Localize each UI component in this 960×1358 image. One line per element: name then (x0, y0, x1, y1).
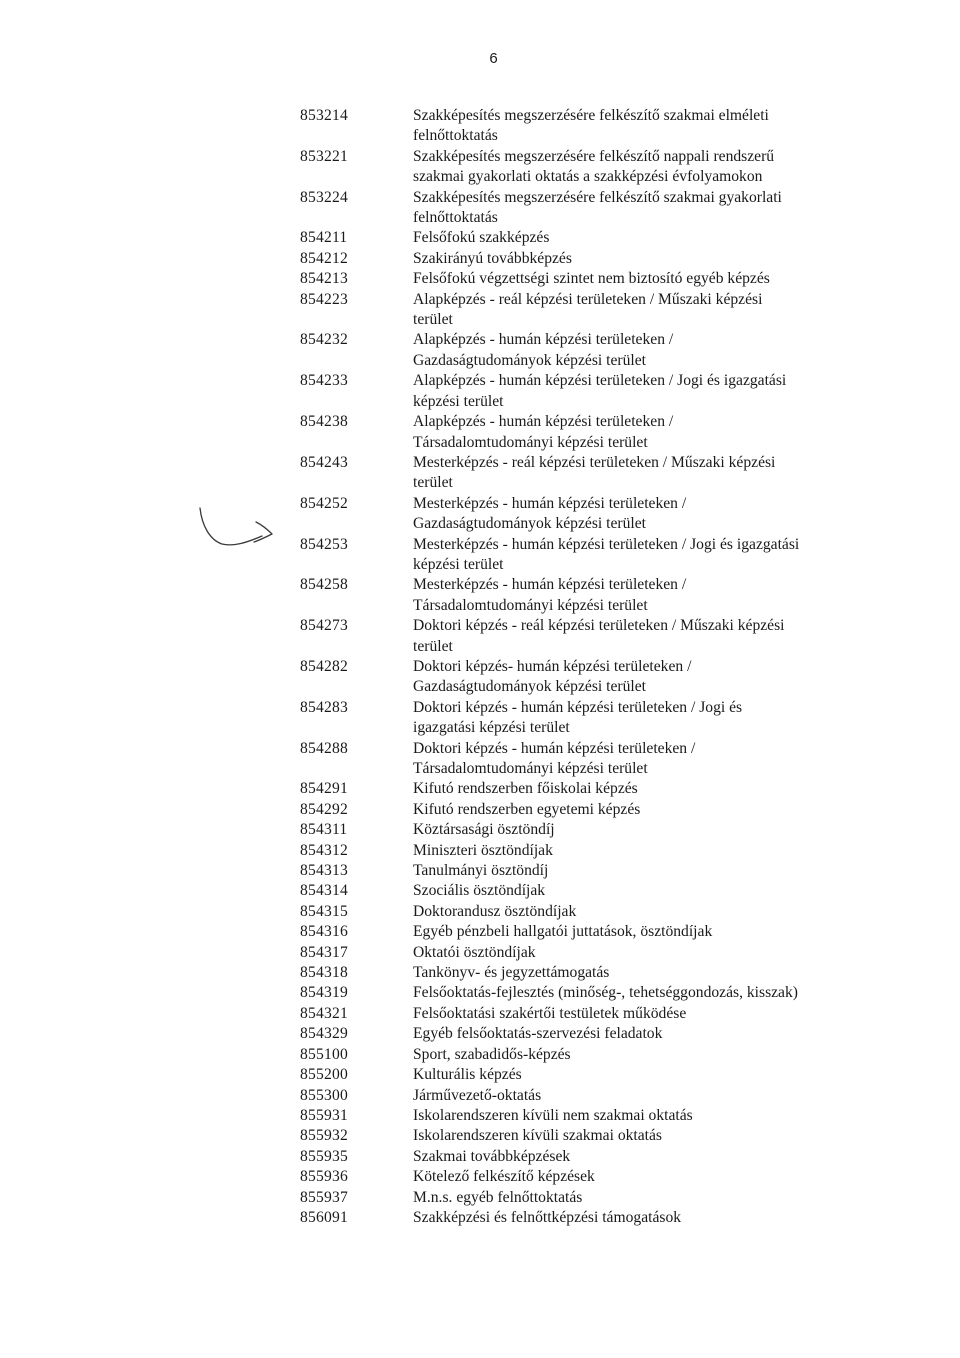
activity-code: 854253 (300, 535, 348, 553)
list-item (300, 902, 860, 922)
list-item (300, 1086, 860, 1106)
activity-description: Felsőoktatási szakértői testületek működése (413, 1004, 687, 1022)
list-item (300, 1208, 860, 1228)
activity-code: 854319 (300, 984, 348, 1002)
list-item (300, 1045, 860, 1065)
activity-description: Kifutó rendszerben főiskolai képzés (413, 780, 638, 798)
list-item (300, 1024, 860, 1044)
activity-description: Tanulmányi ösztöndíj (413, 862, 549, 880)
list-item (300, 535, 860, 576)
activity-code-list (300, 106, 860, 1228)
list-item (300, 371, 860, 412)
activity-description: Iskolarendszeren kívüli szakmai oktatás (413, 1127, 662, 1145)
list-item (300, 841, 860, 861)
list-item (300, 412, 860, 453)
activity-description: Kulturális képzés (413, 1066, 522, 1084)
activity-code: 854223 (300, 290, 348, 308)
list-item (300, 1167, 860, 1187)
activity-description: Szakképzési és felnőttképzési támogatások (413, 1208, 682, 1226)
activity-code: 854238 (300, 413, 348, 431)
activity-code: 855300 (300, 1086, 348, 1104)
activity-code: 854252 (300, 494, 348, 512)
activity-description: Szociális ösztöndíjak (413, 882, 546, 900)
activity-description: Szakképesítés megszerzésére felkészítő szakmai gyakorlati felnőttoktatás (413, 188, 782, 227)
activity-description: Alapképzés - reál képzési területeken / Műszaki képzési terület (413, 290, 763, 329)
activity-code: 854292 (300, 800, 348, 818)
page-number: 6 (489, 50, 498, 67)
list-item (300, 922, 860, 942)
activity-description: Alapképzés - humán képzési területeken / Társadalomtudományi képzési terület (413, 413, 674, 451)
activity-code: 854316 (300, 923, 348, 941)
list-item (300, 1065, 860, 1085)
list-item (300, 494, 860, 535)
activity-description: Felsőoktatás-fejlesztés (minőség-, tehetséggondozás, kisszak) (413, 984, 798, 1002)
activity-description: Felsőfokú szakképzés (413, 229, 550, 247)
activity-code: 855931 (300, 1106, 348, 1124)
activity-description: Mesterképzés - humán képzési területeken / Jogi és igazgatási képzési terület (413, 535, 800, 573)
activity-code: 854273 (300, 617, 348, 635)
activity-code: 854212 (300, 249, 348, 267)
activity-code: 854318 (300, 964, 348, 982)
activity-code: 854258 (300, 576, 348, 594)
activity-description: Egyéb pénzbeli hallgatói juttatások, ösztöndíjak (413, 923, 713, 941)
activity-code: 855100 (300, 1045, 348, 1063)
list-item (300, 881, 860, 901)
activity-description: Miniszteri ösztöndíjak (413, 841, 553, 859)
activity-code: 854317 (300, 943, 348, 961)
activity-code: 856091 (300, 1208, 348, 1226)
activity-code: 854291 (300, 780, 348, 798)
activity-description: Iskolarendszeren kívüli nem szakmai oktatás (413, 1106, 693, 1124)
activity-description: Köztársasági ösztöndíj (413, 821, 555, 839)
activity-code: 854282 (300, 657, 348, 675)
activity-description: Szakképesítés megszerzésére felkészítő szakmai elméleti felnőttoktatás (413, 107, 769, 145)
list-item (300, 963, 860, 983)
activity-description: Szakirányú továbbképzés (413, 249, 572, 267)
list-item (300, 453, 860, 494)
activity-code: 854243 (300, 453, 348, 471)
activity-code: 854321 (300, 1004, 348, 1022)
activity-description: Mesterképzés - humán képzési területeken / Társadalomtudományi képzési terület (413, 576, 687, 614)
list-item (300, 779, 860, 799)
list-item (300, 106, 860, 147)
list-item (300, 269, 860, 289)
activity-description: Alapképzés - humán képzési területeken / Jogi és igazgatási képzési terület (413, 372, 787, 410)
activity-description: Szakmai továbbképzések (413, 1147, 571, 1165)
list-item (300, 330, 860, 371)
activity-code: 855200 (300, 1066, 348, 1084)
activity-code: 854213 (300, 270, 348, 288)
list-item (300, 698, 860, 739)
activity-code: 854313 (300, 862, 348, 880)
list-item (300, 188, 860, 229)
activity-code: 854315 (300, 902, 348, 920)
activity-code: 854329 (300, 1025, 348, 1043)
activity-description: Kötelező felkészítő képzések (413, 1168, 595, 1186)
handwritten-arrow-mark (196, 500, 286, 560)
list-item (300, 575, 860, 616)
activity-code: 854233 (300, 372, 348, 390)
activity-description: Egyéb felsőoktatás-szervezési feladatok (413, 1025, 663, 1043)
list-item (300, 1004, 860, 1024)
activity-description: Oktatói ösztöndíjak (413, 943, 536, 961)
activity-description: Doktori képzés- humán képzési területeken / Gazdaságtudományok képzési terület (413, 657, 692, 696)
list-item (300, 1126, 860, 1146)
activity-code: 855935 (300, 1147, 348, 1165)
list-item (300, 1106, 860, 1126)
activity-description: Felsőfokú végzettségi szintet nem biztosító egyéb képzés (413, 270, 770, 288)
activity-description: Sport, szabadidős-képzés (413, 1045, 571, 1063)
activity-description: Doktori képzés - reál képzési területeken / Műszaki képzési terület (413, 617, 785, 655)
list-item (300, 1147, 860, 1167)
list-item (300, 861, 860, 881)
activity-code: 855937 (300, 1188, 348, 1206)
activity-code: 854314 (300, 882, 348, 900)
list-item (300, 820, 860, 840)
activity-description: Kifutó rendszerben egyetemi képzés (413, 800, 641, 818)
list-item (300, 739, 860, 780)
list-item (300, 147, 860, 188)
activity-code: 853221 (300, 147, 348, 165)
activity-code: 855936 (300, 1168, 348, 1186)
activity-description: Doktorandusz ösztöndíjak (413, 902, 577, 920)
list-item (300, 943, 860, 963)
activity-description: M.n.s. egyéb felnőttoktatás (413, 1188, 583, 1206)
list-item (300, 983, 860, 1003)
list-item (300, 616, 860, 657)
activity-description: Tankönyv- és jegyzettámogatás (413, 964, 610, 982)
activity-code: 854288 (300, 739, 348, 757)
list-item (300, 657, 860, 698)
list-item (300, 1188, 860, 1208)
activity-code: 855932 (300, 1127, 348, 1145)
activity-description: Alapképzés - humán képzési területeken / Gazdaságtudományok képzési terület (413, 331, 674, 369)
activity-code: 854232 (300, 331, 348, 349)
activity-code: 853224 (300, 188, 348, 206)
activity-description: Mesterképzés - reál képzési területeken / Műszaki képzési terület (413, 453, 776, 492)
list-item (300, 249, 860, 269)
activity-description: Doktori képzés - humán képzési területeken / Társadalomtudományi képzési terület (413, 739, 696, 777)
activity-description: Járművezető-oktatás (413, 1086, 542, 1104)
list-item (300, 228, 860, 248)
activity-code: 854211 (300, 229, 348, 247)
activity-description: Szakképesítés megszerzésére felkészítő nappali rendszerű szakmai gyakorlati oktatás a szakképzési évfolyamokon (413, 147, 775, 186)
activity-code: 854283 (300, 698, 348, 716)
list-item (300, 290, 860, 331)
activity-description: Doktori képzés - humán képzési területeken / Jogi és igazgatási képzési terület (413, 698, 743, 737)
activity-code: 853214 (300, 107, 348, 124)
activity-code: 854312 (300, 841, 348, 859)
activity-code: 854311 (300, 821, 348, 839)
list-item (300, 800, 860, 820)
activity-description: Mesterképzés - humán képzési területeken / Gazdaságtudományok képzési terület (413, 494, 687, 533)
